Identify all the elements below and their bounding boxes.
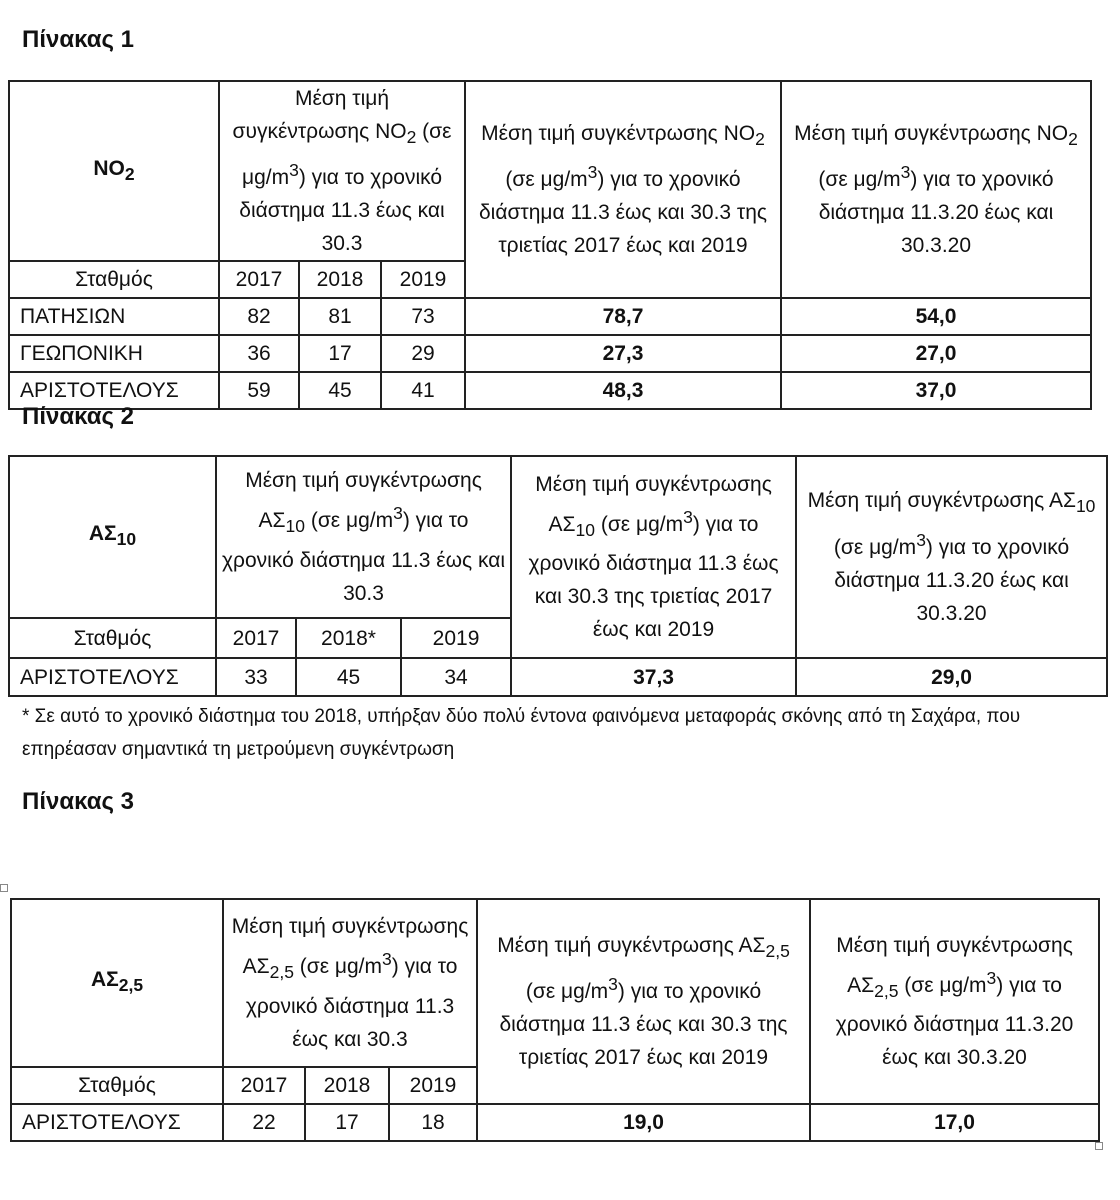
average-cell: 19,0 (477, 1104, 810, 1141)
value-2020-cell: 27,0 (781, 335, 1091, 372)
table3 (10, 898, 1100, 1142)
pollutant-header: $A\Sigma_{10}$ (9, 456, 216, 618)
year-header: 2017 (216, 618, 296, 658)
year-header: 2018 (299, 261, 381, 298)
table1 (8, 80, 1092, 410)
station-header: Σταθμός (9, 618, 216, 658)
value-cell: 59 (219, 372, 299, 409)
station-header: Σταθμός (11, 1067, 223, 1104)
value-cell: 34 (401, 658, 511, 696)
year-header: 2018 (305, 1067, 389, 1104)
value-cell: 17 (305, 1104, 389, 1141)
value-2020-cell: 17,0 (810, 1104, 1099, 1141)
table2-title: Πίνακας 2 (22, 403, 134, 430)
year-header: 2019 (401, 618, 511, 658)
year-header: 2019 (381, 261, 465, 298)
value-cell: 33 (216, 658, 296, 696)
period-header: Μέση τιμή συγκέντρωσης $A\Sigma_{2,5}$ (σε $\mu g/m^3$) για το χρονικό διάστημα 11.3 έως και 30.3 (223, 899, 477, 1067)
pollutant-header: $NO_2$ (9, 81, 219, 261)
value-cell: 45 (299, 372, 381, 409)
average-cell: 78,7 (465, 298, 781, 335)
table2 (8, 455, 1108, 697)
value-2020-cell: 29,0 (796, 658, 1107, 696)
value-cell: 29 (381, 335, 465, 372)
year-2020-header: Μέση τιμή συγκέντρωσης $A\Sigma_{2,5}$ (σε $\mu g/m^3$) για το χρονικό διάστημα 11.3.20 έως και 30.3.20 (810, 899, 1099, 1104)
year-header: 2017 (223, 1067, 305, 1104)
station-cell: ΑΡΙΣΤΟΤΕΛΟΥΣ (11, 1104, 223, 1141)
station-header: Σταθμός (9, 261, 219, 298)
year-header: 2019 (389, 1067, 477, 1104)
year-2020-header: Μέση τιμή συγκέντρωσης $A\Sigma_{10}$ (σε $\mu g/m^3$) για το χρονικό διάστημα 11.3.20 έως και 30.3.20 (796, 456, 1107, 658)
triennium-average-header: Μέση τιμή συγκέντρωσης $A\Sigma_{10}$ (σε $\mu g/m^3$) για το χρονικό διάστημα 11.3 έως και 30.3 της τριετίας 2017 έως και 2019 (511, 456, 796, 658)
average-cell: 48,3 (465, 372, 781, 409)
year-header: 2018* (296, 618, 401, 658)
value-cell: 73 (381, 298, 465, 335)
table-move-handle-icon[interactable] (0, 884, 8, 892)
station-cell: ΑΡΙΣΤΟΤΕΛΟΥΣ (9, 372, 219, 409)
table-row (9, 335, 1091, 372)
station-cell: ΓΕΩΠΟΝΙΚΗ (9, 335, 219, 372)
table-row (9, 298, 1091, 335)
table-row (11, 1104, 1099, 1141)
value-cell: 41 (381, 372, 465, 409)
triennium-average-header: Μέση τιμή συγκέντρωσης $A\Sigma_{2,5}$ (σε $\mu g/m^3$) για το χρονικό διάστημα 11.3 έως και 30.3 της τριετίας 2017 έως και 2019 (477, 899, 810, 1104)
average-cell: 37,3 (511, 658, 796, 696)
value-cell: 45 (296, 658, 401, 696)
table-resize-handle-icon[interactable] (1095, 1142, 1103, 1150)
table3-title: Πίνακας 3 (22, 788, 134, 815)
table1-title: Πίνακας 1 (22, 26, 134, 53)
footnote: * Σε αυτό το χρονικό διάστημα του 2018, υπήρξαν δύο πολύ έντονα φαινόμενα μεταφοράς σκόνης από τη Σαχάρα, που επηρέασαν σημαντικά τη μετρούμενη συγκέντρωση (22, 706, 1021, 760)
value-cell: 17 (299, 335, 381, 372)
period-header: Μέση τιμή συγκέντρωσης $A\Sigma_{10}$ (σε $\mu g/m^3$) για το χρονικό διάστημα 11.3 έως και 30.3 (216, 456, 511, 618)
station-cell: ΑΡΙΣΤΟΤΕΛΟΥΣ (9, 658, 216, 696)
value-2020-cell: 54,0 (781, 298, 1091, 335)
period-header: Μέση τιμή συγκέντρωσης $NO_2$ (σε $\mu g/m^3$) για το χρονικό διάστημα 11.3 έως και 30.3 (219, 81, 465, 261)
table-row (9, 658, 1107, 696)
value-cell: 18 (389, 1104, 477, 1141)
triennium-average-header: Μέση τιμή συγκέντρωσης $NO_2$ (σε $\mu g/m^3$) για το χρονικό διάστημα 11.3 έως και 30.3 της τριετίας 2017 έως και 2019 (465, 81, 781, 298)
table-row (9, 372, 1091, 409)
year-header: 2017 (219, 261, 299, 298)
pollutant-header: $A\Sigma_{2,5}$ (11, 899, 223, 1067)
value-cell: 36 (219, 335, 299, 372)
average-cell: 27,3 (465, 335, 781, 372)
year-2020-header: Μέση τιμή συγκέντρωσης $NO_2$ (σε $\mu g/m^3$) για το χρονικό διάστημα 11.3.20 έως και 30.3.20 (781, 81, 1091, 298)
value-2020-cell: 37,0 (781, 372, 1091, 409)
value-cell: 81 (299, 298, 381, 335)
value-cell: 22 (223, 1104, 305, 1141)
station-cell: ΠΑΤΗΣΙΩΝ (9, 298, 219, 335)
value-cell: 82 (219, 298, 299, 335)
